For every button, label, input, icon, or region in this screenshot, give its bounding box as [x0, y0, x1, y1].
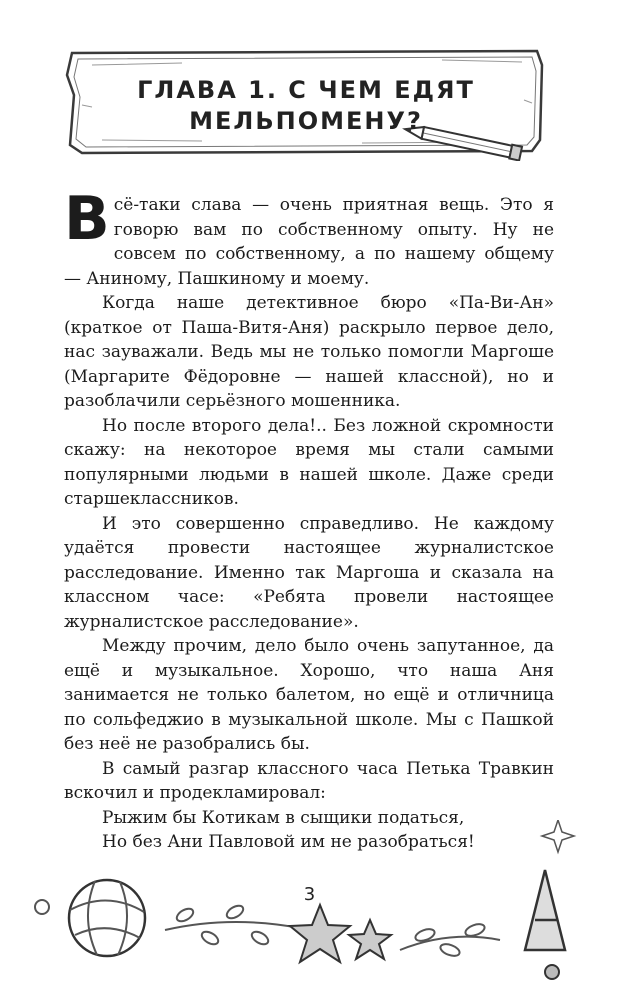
star-icon	[349, 920, 391, 959]
chapter-header-board	[62, 45, 550, 161]
chapter-text	[64, 184, 554, 855]
paragraph-5: Между прочим, дело было очень запутанное, да ещё и музыкальное. Хорошо, что наша Аня занимается не только балетом, но ещё и отличница по сольфеджио в музыкальной школе. Мы с Пашкой без неё не разобрались бы.	[64, 636, 554, 754]
paragraph-1	[64, 184, 554, 291]
letter-a-doodle-icon	[525, 870, 565, 950]
paragraph-2: Когда наше детективное бюро «Па-Ви-Ан» (краткое от Паша-Витя-Аня) раскрыло первое дело, нас зауважали. Ведь мы не только помогли Маргоше (Маргарите Фёдоровне — нашей классной), но и разоблачили серьёзного мошенника.	[64, 293, 554, 411]
chapter-title	[62, 75, 550, 137]
verse-line-1: Рыжим бы Котикам в сыщики податься,	[102, 807, 465, 828]
dropcap-letter: В	[64, 184, 110, 254]
paragraph-4: И это совершенно справедливо. Не каждому удаётся провести настоящее журналистское расследование. Именно так Маргоша и сказала на классном часе: «Ребята провели настоящее журналистское расследование».	[64, 513, 554, 632]
chapter-title-line-1: ГЛАВА 1. С ЧЕМ ЕДЯТ	[137, 76, 475, 104]
page-number: 3	[303, 884, 316, 905]
leaf-branch-icon	[165, 903, 300, 947]
star-icon	[290, 905, 350, 962]
bottom-doodle-decoration	[0, 820, 619, 1000]
dot-icon	[545, 965, 559, 979]
verse-line-2: Но без Ани Павловой им не разобраться!	[102, 832, 475, 852]
paragraph-6: В самый разгар классного часа Петька Травкин вскочил и продекламировал:	[64, 758, 554, 803]
paragraph-3: Но после второго дела!.. Без ложной скромности скажу: на некоторое время мы стали самыми популярными людьми в нашей школе. Даже среди старшеклассников.	[64, 415, 554, 509]
feather-icon	[400, 922, 500, 958]
sparkle-icon	[542, 820, 574, 852]
chapter-title-line-2: МЕЛЬПОМЕНУ?	[189, 107, 423, 135]
paragraph-1-text: сё-таки слава — очень приятная вещь. Это я говорю вам по собственному опыту. Ну не совсем по собственному, а по нашему общему — Аниному, Пашкиному и моему.	[64, 195, 554, 289]
